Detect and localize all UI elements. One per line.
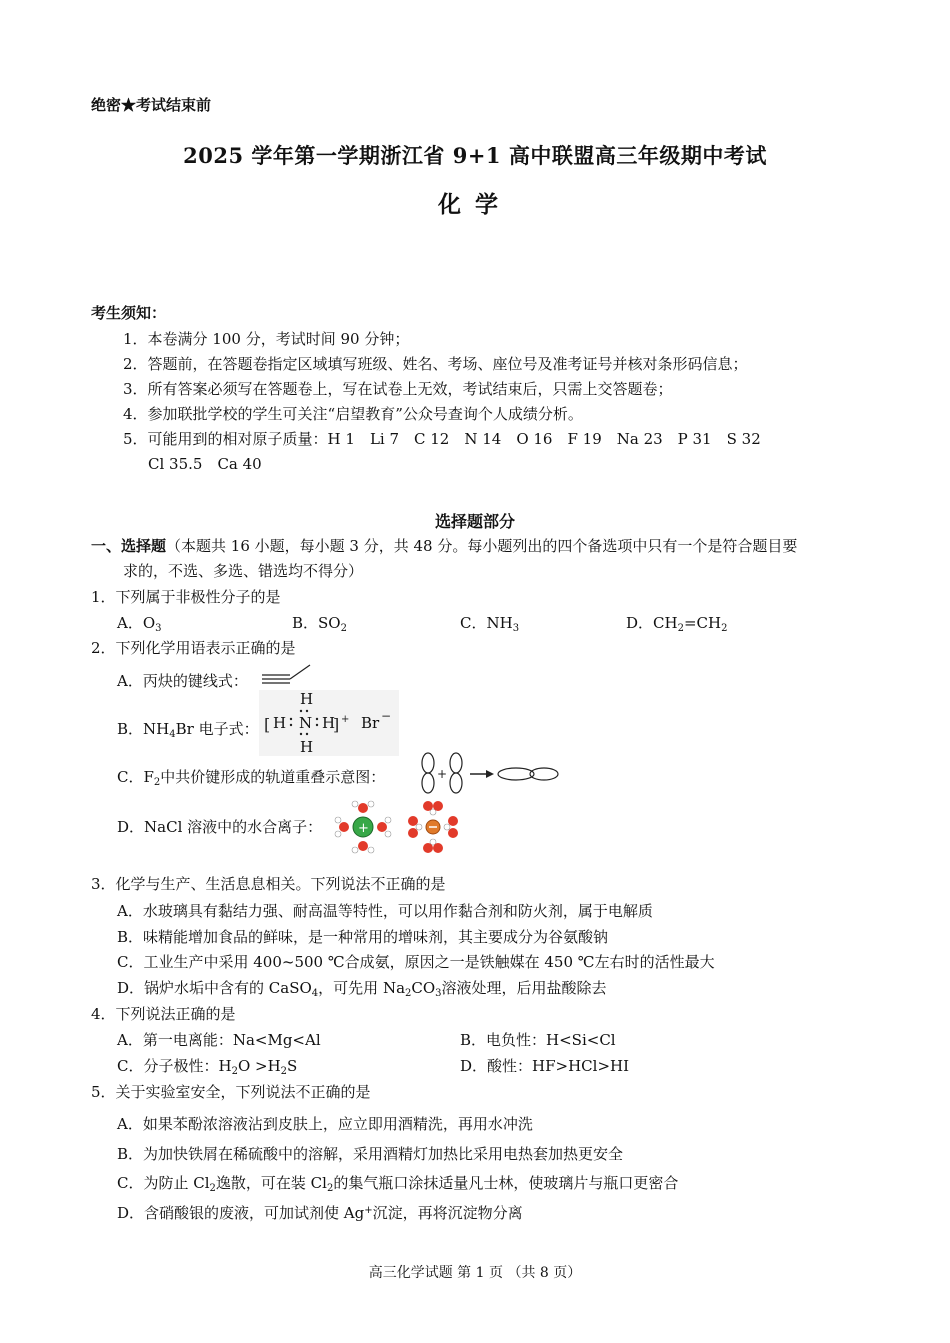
q4-c-text: C．分子极性：H	[117, 1057, 232, 1075]
q5-option-a: A．如果苯酚浓溶液沾到皮肤上，应立即用酒精洗，再用水冲洗	[117, 1115, 533, 1133]
notice-item: 2．答题前，在答题卷指定区域填写班级、姓名、考场、座位号及准考证号并核对条形码信息；	[123, 355, 748, 373]
subscript: 3	[512, 623, 520, 634]
subscript: 4	[311, 988, 319, 999]
q4-option-a: A．第一电离能：Na<Mg<Al	[117, 1031, 321, 1049]
svg-text:+: +	[358, 821, 369, 836]
subscript: 2	[405, 988, 412, 999]
section-title: 选择题部分	[434, 512, 515, 531]
q5-d-text: D．含硝酸银的废液，可加试剂使 Ag	[117, 1204, 365, 1222]
question-3-stem: 3．化学与生产、生活息息相关。下列说法不正确的是	[91, 875, 446, 893]
svg-text:−: −	[381, 709, 392, 723]
q1-a-text: A．O	[117, 614, 156, 632]
q2-option-b	[117, 718, 259, 740]
q2-option-d: D．NaCl 溶液中的水合离子：	[117, 818, 323, 836]
svg-text:]: ]	[333, 715, 340, 734]
q3-option-b: B．味精能增加食品的鲜味，是一种常用的增味剂，其主要成分为谷氨酸钠	[117, 928, 609, 946]
q4-c-text: O >H	[237, 1057, 281, 1075]
subscript: 2	[209, 1183, 216, 1194]
svg-text:+: +	[341, 714, 350, 725]
q3-d-text: D．锅炉水垢中含有的 CaSO	[117, 979, 312, 997]
confidential-label: 绝密★考试结束前	[91, 96, 212, 114]
q2-c-text: C．F	[117, 768, 154, 786]
q1-option-a	[117, 612, 162, 634]
q4-option-b: B．电负性：H<Si<Cl	[460, 1031, 616, 1049]
subscript: 4	[169, 729, 176, 740]
notice-item: 3．所有答案必须写在答题卷上，写在试卷上无效，考试结束后，只需上交答题卷；	[123, 380, 673, 398]
q2-option-a: A．丙炔的键线式：	[117, 672, 248, 690]
q1-c-text: C．NH	[460, 614, 513, 632]
subject-title: 化学	[438, 191, 512, 218]
part-header	[91, 535, 797, 556]
q2-b-text: Br 电子式：	[175, 720, 259, 738]
q3-d-text: ，可先用 Na	[318, 979, 406, 997]
q1-d-text: =CH	[683, 614, 722, 632]
q3-option-a: A．水玻璃具有黏结力强、耐高温等特性，可以用作黏合剂和防火剂，属于电解质	[117, 902, 653, 920]
subscript: 3	[155, 623, 162, 634]
q3-option-d	[117, 977, 607, 999]
q2-option-c	[117, 766, 385, 788]
subscript: 2	[326, 1183, 334, 1194]
part-desc: （本题共 16 小题，每小题 3 分，共 48 分。每小题列出的四个备选项中只有一个是符合题目要	[166, 537, 798, 555]
q3-option-c: C．工业生产中采用 400~500 ℃合成氨，原因之一是铁触媒在 450 ℃左右时的活性最大	[117, 953, 715, 971]
subscript: 2	[153, 777, 161, 788]
nh4br-electron-formula	[259, 690, 399, 756]
notice-item: 4．参加联批学校的学生可关注“启望教育”公众号查询个人成绩分析。	[123, 405, 583, 423]
subscript: 2	[231, 1066, 238, 1077]
subscript: 2	[677, 623, 684, 634]
br-atom: Br	[361, 714, 380, 732]
q3-d-text: 溶液处理，后用盐酸除去	[441, 979, 607, 997]
n-atom: N	[299, 714, 313, 732]
q5-c-text: 的集气瓶口涂抹适量凡士林，使玻璃片与瓶口更密合	[333, 1174, 679, 1192]
q4-c-text: S	[287, 1057, 298, 1075]
page-footer: 高三化学试题 第 1 页 （共 8 页）	[368, 1265, 582, 1281]
subscript: 2	[340, 623, 347, 634]
q4-option-d: D．酸性：HF>HCl>HI	[460, 1057, 630, 1075]
q4-option-c	[117, 1055, 297, 1077]
svg-text:+: +	[437, 767, 448, 781]
notice-item: 1．本卷满分 100 分，考试时间 90 分钟；	[123, 330, 410, 348]
question-4-stem: 4．下列说法正确的是	[91, 1005, 236, 1023]
h-atom-right: H	[322, 714, 336, 732]
h-atom-left: H	[273, 714, 287, 732]
q5-option-c	[117, 1172, 678, 1194]
q5-d-text: 沉淀，再将沉淀物分离	[372, 1204, 523, 1222]
h-atom-bottom: H	[300, 738, 314, 756]
question-5-stem: 5．关于实验室安全，下列说法不正确的是	[91, 1083, 371, 1101]
notice-title: 考生须知：	[91, 304, 167, 322]
exam-title: 2025 学年第一学期浙江省 9+1 高中联盟高三年级期中考试	[183, 143, 767, 168]
q2-b-text: B．NH	[117, 720, 170, 738]
q2-c-text: 中共价键形成的轨道重叠示意图：	[160, 768, 386, 786]
h-atom-top: H	[300, 690, 314, 708]
propyne-skeletal-icon	[260, 662, 314, 686]
q1-b-text: B．SO	[292, 614, 341, 632]
q5-c-text: C．为防止 Cl	[117, 1174, 210, 1192]
q1-option-c	[460, 612, 519, 634]
part-label: 一、选择题	[91, 537, 167, 555]
hydrated-ions-icon	[333, 800, 463, 854]
subscript: 3	[435, 988, 442, 999]
notice-item: Cl 35.5 Ca 40	[148, 455, 262, 473]
q5-option-b: B．为加快铁屑在稀硫酸中的溶解，采用酒精灯加热比采用电热套加热更安全	[117, 1145, 624, 1163]
question-2-stem: 2．下列化学用语表示正确的是	[91, 639, 296, 657]
question-1-stem: 1．下列属于非极性分子的是	[91, 588, 281, 606]
q3-d-text: CO	[411, 979, 436, 997]
q5-c-text: 逸散，可在装 Cl	[215, 1174, 327, 1192]
superscript: +	[364, 1205, 373, 1216]
q1-option-b	[292, 612, 347, 634]
svg-text:[: [	[264, 715, 271, 734]
orbital-overlap-icon	[418, 752, 563, 794]
subscript: 2	[721, 623, 728, 634]
q5-option-d	[117, 1202, 523, 1223]
q1-d-text: D．CH	[626, 614, 678, 632]
part-desc-cont: 求的，不选、多选、错选均不得分）	[123, 562, 364, 580]
notice-item: 5．可能用到的相对原子质量：H 1 Li 7 C 12 N 14 O 16 F 19 Na 23 P 31 S 32	[123, 430, 761, 448]
q1-option-d	[626, 612, 727, 634]
subscript: 2	[280, 1066, 288, 1077]
